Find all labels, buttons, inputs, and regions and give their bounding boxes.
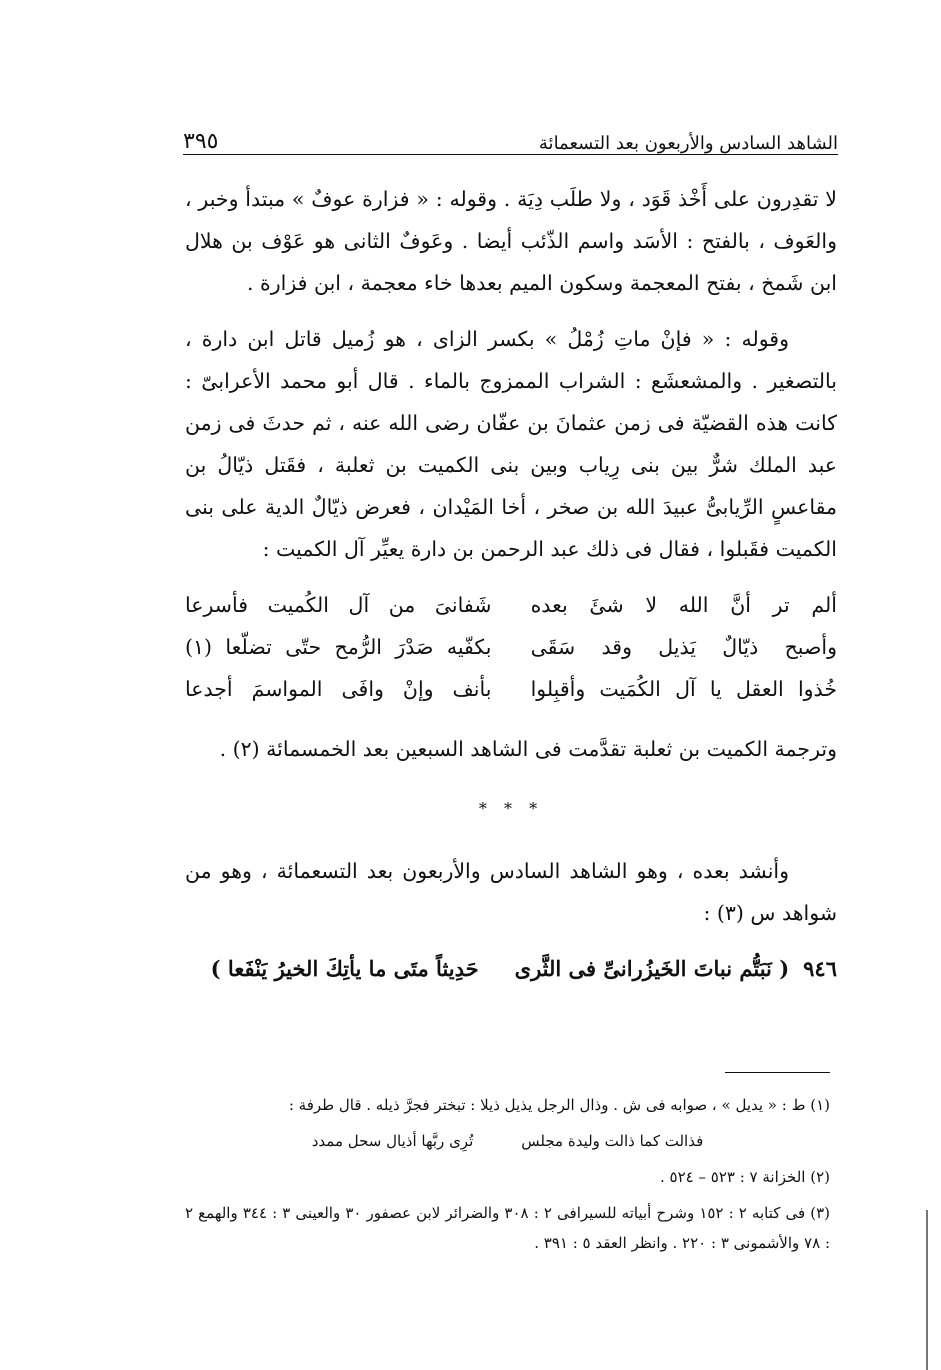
intro-paragraph: وأنشد بعده ، وهو الشاهد السادس والأربعون بعد التسعمائة ، وهو من شواهد س (٣) :: [185, 859, 837, 925]
verse-second-hemistich: شَفانىَ من آل الكُميت فأسرعا: [185, 593, 492, 617]
verse-line: [185, 584, 837, 626]
section-separator: * * *: [478, 799, 544, 818]
verse-second-hemistich: بكفّيه صَدْرَ الرُّمح حتّى تضلّعا (١): [185, 635, 492, 659]
shahid-verse: [185, 948, 837, 990]
verse-line: [185, 668, 837, 710]
page-number: ٣٩٥: [183, 129, 219, 154]
running-title: الشاهد السادس والأربعون بعد التسعمائة: [538, 133, 838, 154]
footnote-2: (٢) الخزانة ٧ : ٥٢٣ – ٥٢٤ .: [660, 1168, 830, 1186]
verse-first-hemistich: خُذوا العقل يا آل الكُمَيت وأقبِلوا: [530, 677, 837, 701]
footnote-verse-second: تُرِى ربَّها أذيال سحل ممدد: [311, 1132, 474, 1150]
footnote-3: (٣) فى كتابه ٢ : ١٥٢ وشرح أبياته للسيرافى ٢ : ٣٠٨ والضرائر لابن عصفور ٣٠ والعينى ٣ : ٣٤٤ والهمع ٢ : ٧٨ والأشمونى ٣ : ٢٢٠ . وانظر العقد ٥ : ٣٩١ .: [185, 1204, 831, 1252]
shahid-second-hemistich: حَدِيثاً متَى ما يأتِكَ الخيرُ يَنْفَعا ): [210, 956, 479, 981]
poem: [185, 584, 837, 710]
verse-line: [185, 626, 837, 668]
verse-first-hemistich: ألم تر أنَّ الله لا شئَ بعده: [530, 593, 837, 617]
scan-margin-line: [926, 1210, 928, 1370]
footnote-verse: [185, 1126, 830, 1156]
paragraph-1: لا تقدِرون على أَخْذ قَوَد ، ولا طلَب دِيَة . وقوله : « فزارة عوفٌ » مبتدأ وخبر ، والعَوف ، بالفتح : الأسَد واسم الذّئب أيضا . وعَوفٌ الثانى هو عَوْف بن هلال ابن شَمخ ، بفتح المعجمة وسكون الميم بعدها خاء معجمة ، ابن فزارة .: [185, 187, 837, 295]
shahid-number: ٩٤٦: [803, 956, 837, 981]
after-verses-text: وترجمة الكميت بن ثعلبة تقدَّمت فى الشاهد السبعين بعد الخمسمائة (٢) .: [219, 737, 837, 761]
verse-first-hemistich: وأصبح ذيّالٌ يَذيل وقد سَقَى: [530, 635, 837, 659]
page-header: [183, 112, 838, 154]
footnote-rule: [725, 1072, 830, 1073]
main-text: [185, 178, 837, 990]
verse-second-hemistich: بأنف وإنْ وافَى المواسمَ أجدعا: [185, 677, 492, 701]
footnotes: [185, 1090, 830, 1264]
shahid-first-hemistich: ( نَبَتُّم نباتَ الخَيزُرانىِّ فى الثَّرى: [514, 956, 790, 981]
paragraph-2: وقوله : « فإنْ ماتِ زُمْلُ » بكسر الزاى ، هو زُميل قاتل ابن دارة ، بالتصغير . والمشعشَع : الشراب الممزوج بالماء . قال أبو محمد الأعرابىّ : كانت هذه القضيّة فى زمن عثمانَ بن عفّان رضى الله عنه ، ثم حدثَ فى زمن عبد الملك شرٌّ بين بنى رِياب وبين بنى الكميت بن ثعلبة ، فقَتل ذيّالُ بن مقاعسٍ الرِّيابىُّ عبيدَ الله بن صخر ، أخا المَيْدان ، فعرض ذيّالٌ الدية على بنى الكميت فقَبلوا ، فقال فى ذلك عبد الرحمن بن دارة يعيِّر آل الكميت :: [185, 327, 837, 561]
footnote-verse-first: فذالت كما ذالت وليدة مجلس: [521, 1132, 704, 1150]
header-rule: [183, 154, 838, 155]
footnote-1: (١) ط : « يديل » ، صوابه فى ش . وذال الرجل يذيل ذيلا : تبختر فجرَّ ذيله . قال طرفة :: [288, 1096, 830, 1114]
